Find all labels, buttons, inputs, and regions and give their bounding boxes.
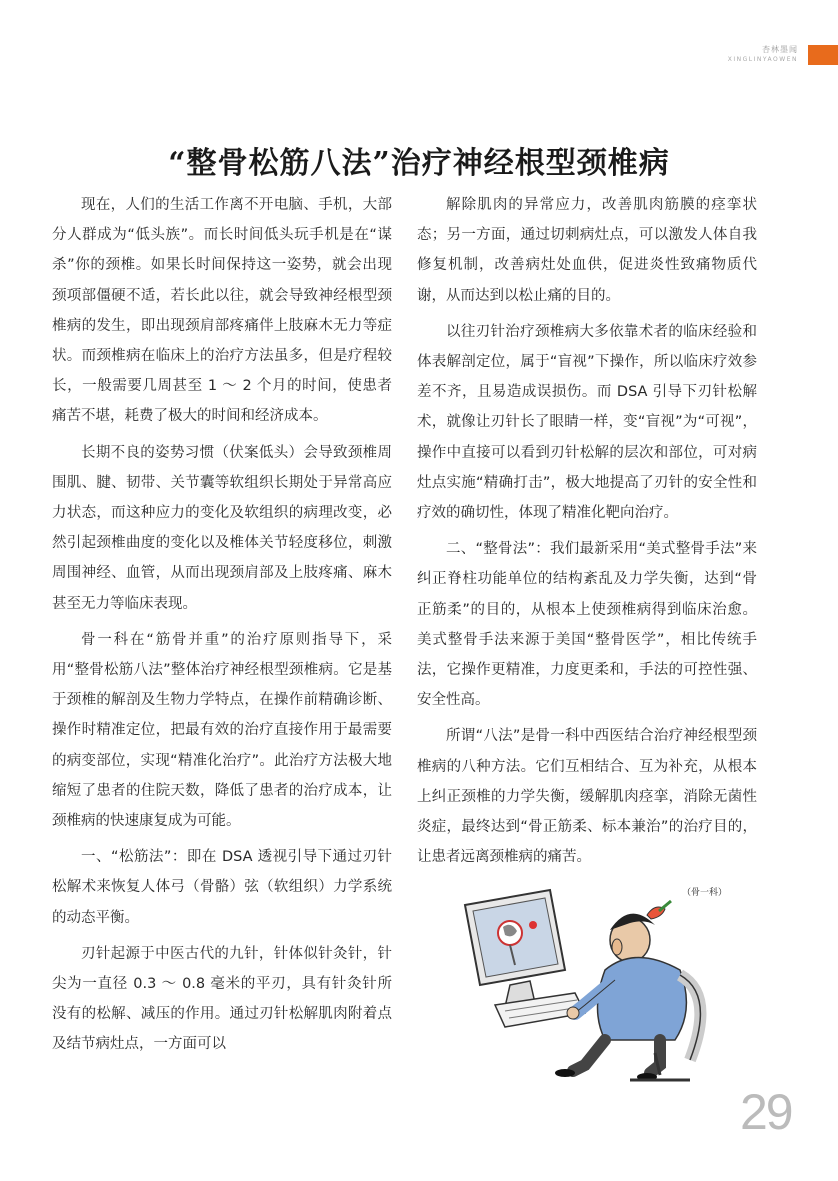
paragraph: 长期不良的姿势习惯（伏案低头）会导致颈椎周围肌、腱、韧带、关节囊等软组织长期处于异常高应力状态，而这种应力的变化及软组织的病理改变，必然引起颈椎曲度的变化以及椎体关节轻度移位，刺激周围神经、血管，从而出现颈肩部及上肢疼痛、麻木甚至无力等临床表现。 [52, 444, 392, 612]
header-accent-bar [808, 45, 838, 65]
page-number: 29 [740, 1084, 792, 1140]
man-figure [555, 901, 686, 1081]
left-column [52, 190, 392, 1066]
article-title: “整骨松筋八法”治疗神经根型颈椎病 [168, 146, 670, 181]
paragraph: 解除肌肉的异常应力，改善肌肉筋膜的痉挛状态；另一方面，通过切刺病灶点，可以激发人体自我修复机制，改善病灶处血供，促进炎性致痛物质代谢，从而达到以松止痛的目的。 [417, 197, 757, 304]
monitor-icon [465, 890, 565, 1007]
magazine-name-latin: XINGLINYAOWEN [727, 56, 798, 63]
paragraph: 二、“整骨法”：我们最新采用“美式整骨手法”来纠正脊柱功能单位的结构紊乱及力学失衡，达到“骨正筋柔”的目的，从根本上使颈椎病得到临床治愈。美式整骨手法来源于美国“整骨医学”，相比传统手法，它操作更精准，力度更柔和，手法的可控性强、安全性高。 [417, 541, 757, 709]
paragraph: 骨一科在“筋骨并重”的治疗原则指导下，采用“整骨松筋八法”整体治疗神经根型颈椎病。它是基于颈椎的解剖及生物力学特点，在操作前精确诊断、操作时精准定位，把最有效的治疗直接作用于最需要的病变部位，实现“精准化治疗”。此治疗方法极大地缩短了患者的住院天数，降低了患者的治疗成本，让颈椎病的快速康复成为可能。 [52, 631, 392, 830]
paragraph: 刃针起源于中医古代的九针，针体似针灸针，针尖为一直径 0.3 ～ 0.8 毫米的平刃，具有针灸针所没有的松解、减压的作用。通过刃针松解肌肉附着点及结节病灶点，一方面可以 [52, 945, 392, 1053]
author-signature: （骨一科） [681, 888, 727, 899]
paragraph: 现在，人们的生活工作离不开电脑、手机，大部分人群成为“低头族”。而长时间低头玩手机是在“谋杀”你的颈椎。如果长时间保持这一姿势，就会出现颈项部僵硬不适，若长此以往，就会导致神经根型颈椎病的发生，即出现颈肩部疼痛伴上肢麻木无力等症状。而颈椎病在临床上的治疗方法虽多，但是疗程较长，一般需要几周甚至 1 ～ 2 个月的时间，使患者痛苦不堪，耗费了极大的时间和经济成本。 [52, 197, 392, 425]
paragraph: 所谓“八法”是骨一科中西医结合治疗神经根型颈椎病的八种方法。它们互相结合、互为补充，从根本上纠正颈椎的力学失衡，缓解肌肉痉挛，消除无菌性炎症，最终达到“骨正筋柔、标本兼治”的治疗目的，让患者远离颈椎病的痛苦。 [417, 728, 757, 866]
paragraph: 以往刃针治疗颈椎病大多依靠术者的临床经验和体表解剖定位，属于“盲视”下操作，所以临床疗效参差不齐，且易造成误损伤。而 DSA 引导下刃针松解术，就像让刃针长了眼睛一样，变“盲视”为“可视”，操作中直接可以看到刃针松解的层次和部位，可对病灶点实施“精确打击”，极大地提高了刃针的安全性和疗效的确切性，体现了精准化靶向治疗。 [417, 323, 757, 522]
paragraph: 一、“松筋法”：即在 DSA 透视引导下通过刃针松解术来恢复人体弓（骨骼）弦（软组织）力学系统的动态平衡。 [52, 849, 392, 926]
illustration-man-at-computer [455, 885, 740, 1085]
right-column [417, 190, 757, 909]
magazine-header [728, 45, 798, 65]
magazine-name: 杏林墨闻 [762, 45, 798, 54]
